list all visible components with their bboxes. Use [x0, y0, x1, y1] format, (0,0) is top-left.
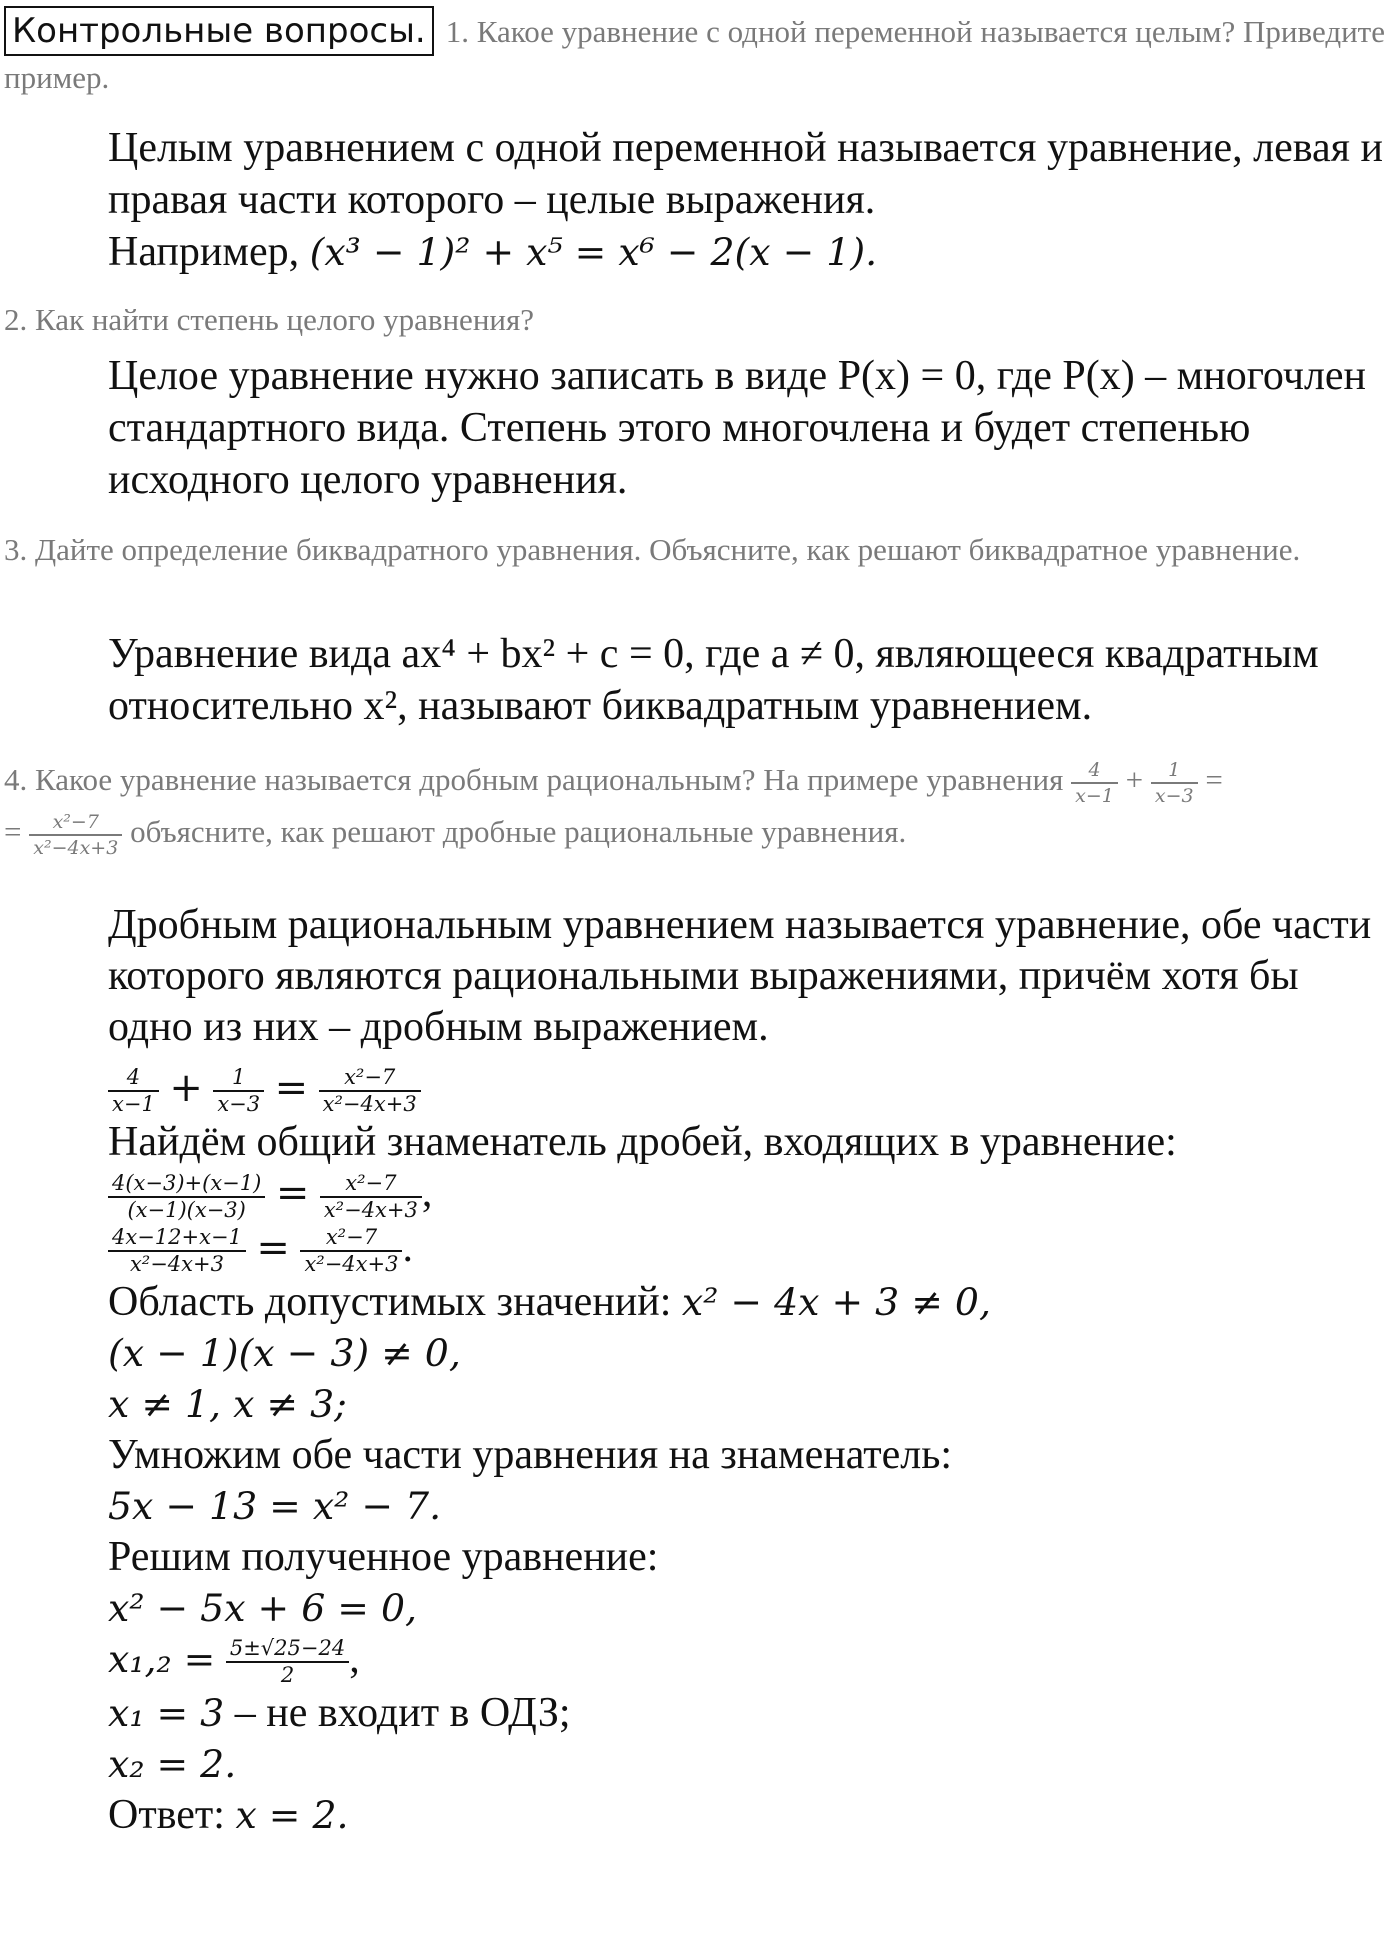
question-1 — [4, 6, 1394, 99]
answer-1-definition: Целым уравнением с одной переменной называется уравнение, левая и правая части которого – целые выражения. — [108, 125, 1383, 223]
roots-lhs: x₁,₂ = — [108, 1637, 216, 1682]
roots-formula — [108, 1634, 1392, 1688]
root-x2: x₂ = 2. — [108, 1742, 237, 1787]
fraction-numerator: x²−7 — [320, 1171, 422, 1198]
equals-sign: = — [275, 1170, 310, 1217]
answer-4-definition: Дробным рациональным уравнением называется уравнение, обе части которого являются рациональными выражениями, причём хотя бы одно из них – дробным выражением. — [108, 902, 1372, 1050]
fraction-denominator: x²−4x+3 — [322, 1092, 417, 1117]
fraction-denominator: x−3 — [1154, 784, 1194, 807]
fraction — [108, 1065, 159, 1117]
fraction-denominator: 2 — [280, 1663, 295, 1688]
answer-1 — [108, 122, 1392, 278]
root-x1-note: – не входит в ОДЗ; — [224, 1690, 571, 1737]
fraction — [319, 1065, 421, 1117]
question-4-text-part2: объясните, как решают дробные рациональные уравнения. — [130, 813, 907, 849]
plus-sign: + — [169, 1065, 203, 1111]
answer-3: Уравнение вида ax⁴ + bx² + c = 0, где a ≠ 0, являющееся квадратным относительно x², называют биквадратным уравнением. — [108, 631, 1319, 729]
fraction — [213, 1065, 264, 1117]
fraction-numerator: 1 — [1151, 758, 1198, 784]
equation-3 — [108, 1223, 1392, 1277]
equals-sign: = — [4, 813, 22, 849]
fraction-numerator: x²−7 — [300, 1225, 402, 1252]
fraction-denominator: x−1 — [1075, 784, 1114, 807]
question-3: 3. Дайте определение биквадратного уравнения. Объясните, как решают биквадратное уравнение. — [4, 532, 1301, 567]
fraction-numerator: x²−7 — [29, 810, 122, 836]
fraction — [108, 1171, 265, 1223]
fraction-numerator: 4 — [1071, 758, 1118, 784]
question-4-fraction-3 — [29, 810, 122, 860]
fraction — [108, 1225, 246, 1277]
odz-factored: (x − 1)(x − 3) ≠ 0, — [108, 1331, 461, 1376]
odz-line — [108, 1277, 1392, 1328]
question-4 — [4, 756, 1394, 860]
question-1-text: 1. Какое уравнение с одной переменной называется целым? Приведите пример. — [4, 14, 1385, 95]
question-4-fraction-1 — [1071, 758, 1118, 808]
equation-2 — [108, 1168, 1392, 1222]
answer-1-example-prefix: Например, — [108, 229, 310, 275]
fraction-denominator: x²−4x+3 — [304, 1252, 399, 1277]
fraction-numerator: 4x−12+x−1 — [108, 1225, 246, 1252]
answer-2: Целое уравнение нужно записать в виде P(x) = 0, где P(x) – многочлен стандартного вида. Степень этого многочлена и будет степенью исходного целого уравнения. — [108, 353, 1367, 503]
answer-4 — [108, 900, 1392, 1841]
linear-equation: 5x − 13 = x² − 7. — [108, 1484, 442, 1529]
fraction-denominator: x²−4x+3 — [33, 836, 119, 859]
punctuation: , — [421, 1170, 433, 1217]
equals-sign: = — [274, 1065, 309, 1111]
punctuation: . — [402, 1224, 413, 1271]
quadratic-equation: x² − 5x + 6 = 0, — [108, 1586, 418, 1631]
fraction-denominator: x²−4x+3 — [323, 1197, 418, 1222]
answer-value: x = 2. — [235, 1793, 349, 1838]
step-solve: Решим полученное уравнение: — [108, 1534, 659, 1581]
fraction — [300, 1225, 402, 1277]
fraction-numerator: 4(x−3)+(x−1) — [108, 1171, 265, 1198]
odz-label: Область допустимых значений: — [108, 1279, 682, 1326]
odz-formula: x² − 4x + 3 ≠ 0, — [681, 1280, 991, 1325]
roots-fraction — [226, 1636, 349, 1688]
question-4-fraction-2 — [1151, 758, 1198, 808]
fraction-denominator: x−3 — [217, 1092, 261, 1117]
equals-sign: = — [1205, 762, 1223, 797]
root-x1-formula: x₁ = 3 — [108, 1691, 225, 1736]
step-multiply: Умножим обе части уравнения на знаменатель: — [108, 1432, 953, 1479]
fraction — [320, 1171, 422, 1223]
step-common-denominator: Найдём общий знаменатель дробей, входящих в уравнение: — [108, 1119, 1177, 1166]
answer-label: Ответ: — [108, 1792, 236, 1839]
odz-values: x ≠ 1, x ≠ 3; — [108, 1382, 347, 1427]
root-x1 — [108, 1688, 1392, 1739]
answer-1-example-formula: (x³ − 1)² + x⁵ = x⁶ − 2(x − 1). — [309, 230, 878, 274]
final-answer — [108, 1790, 1392, 1841]
fraction-denominator: x²−4x+3 — [129, 1252, 224, 1277]
fraction-numerator: 4 — [108, 1065, 159, 1092]
fraction-denominator: (x−1)(x−3) — [127, 1197, 246, 1222]
punctuation: , — [349, 1636, 360, 1683]
equation-1 — [108, 1063, 1392, 1117]
question-4-text-part1: 4. Какое уравнение называется дробным рациональным? На примере уравнения — [4, 762, 1064, 797]
equals-sign: = — [256, 1224, 290, 1271]
question-2: 2. Как найти степень целого уравнения? — [4, 302, 535, 337]
fraction-numerator: x²−7 — [319, 1065, 421, 1092]
section-title: Контрольные вопросы. — [4, 6, 434, 56]
fraction-numerator: 5±√25−24 — [226, 1636, 349, 1663]
plus-sign: + — [1125, 762, 1144, 797]
fraction-numerator: 1 — [213, 1065, 264, 1092]
fraction-denominator: x−1 — [112, 1092, 155, 1117]
